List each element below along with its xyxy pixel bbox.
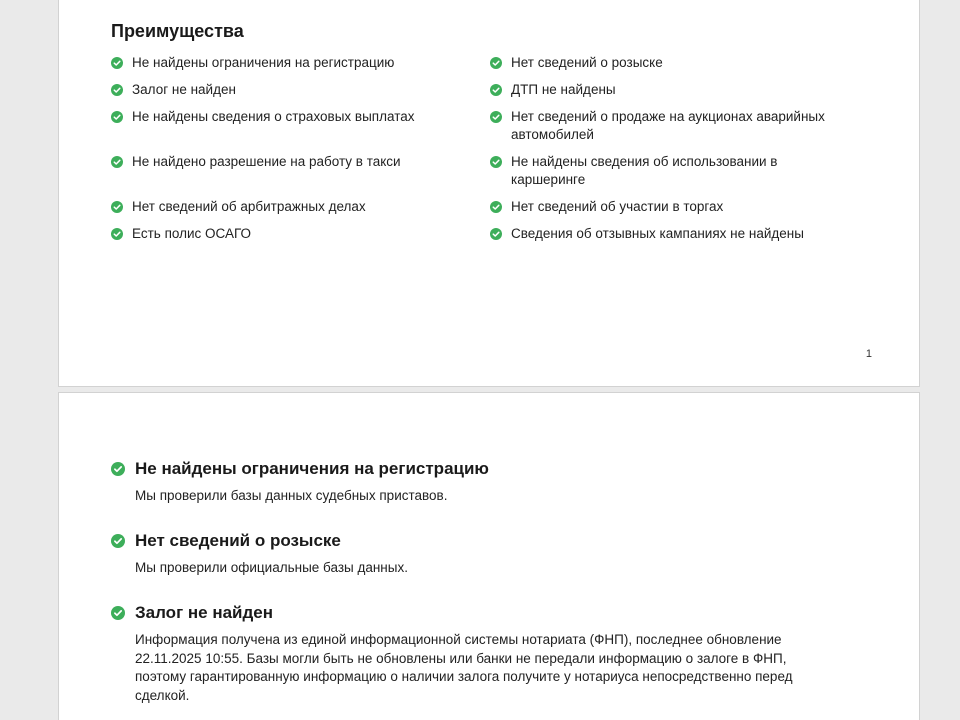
section-title: Залог не найден bbox=[135, 603, 274, 622]
report-page-1 bbox=[58, 0, 920, 387]
advantage-label: Не найдены сведения о страховых выплатах bbox=[132, 109, 415, 124]
detail-section-registration bbox=[111, 459, 831, 506]
advantage-item bbox=[111, 198, 490, 225]
advantage-item bbox=[490, 54, 850, 81]
check-circle-icon bbox=[111, 606, 125, 620]
advantage-label: Нет сведений об участии в торгах bbox=[511, 199, 724, 214]
advantage-item bbox=[111, 108, 490, 153]
section-description: Мы проверили базы данных судебных приставов. bbox=[135, 488, 448, 503]
section-title: Нет сведений о розыске bbox=[135, 531, 341, 550]
advantage-label: Нет сведений об арбитражных делах bbox=[132, 199, 366, 214]
advantage-label: Не найдены ограничения на регистрацию bbox=[132, 55, 395, 70]
advantage-item bbox=[490, 198, 850, 225]
advantage-item bbox=[490, 153, 850, 198]
check-circle-icon bbox=[111, 201, 123, 213]
advantage-label: Залог не найден bbox=[132, 82, 236, 97]
check-circle-icon bbox=[111, 84, 123, 96]
advantage-item bbox=[111, 54, 490, 81]
check-circle-icon bbox=[111, 111, 123, 123]
advantage-label: Есть полис ОСАГО bbox=[132, 226, 252, 241]
advantage-label: ДТП не найдены bbox=[511, 82, 616, 97]
section-header bbox=[111, 459, 831, 479]
check-circle-icon bbox=[111, 57, 123, 69]
check-circle-icon bbox=[111, 534, 125, 548]
section-header bbox=[111, 531, 831, 551]
advantages-title: Преимущества bbox=[111, 21, 244, 41]
advantage-item bbox=[111, 81, 490, 108]
check-circle-icon bbox=[111, 462, 125, 476]
section-description: Информация получена из единой информационной системы нотариата (ФНП), последнее обновление 22.11.2025 10:55. Базы могли быть не обновлены или банки не передали информацию о залоге в ФНП, поэтому гарантированную информацию о наличии залога получите у нотариуса непосредственно перед сделкой. bbox=[135, 632, 793, 703]
check-circle-icon bbox=[490, 156, 502, 168]
check-circle-icon bbox=[490, 228, 502, 240]
advantage-label: Не найдены сведения об использовании в каршеринге bbox=[511, 154, 778, 187]
advantage-item bbox=[490, 108, 850, 153]
advantage-item bbox=[490, 225, 850, 252]
advantages-list bbox=[111, 54, 891, 252]
advantage-item bbox=[490, 81, 850, 108]
advantage-item bbox=[111, 153, 490, 198]
report-page-2 bbox=[58, 392, 920, 720]
check-circle-icon bbox=[111, 228, 123, 240]
advantage-label: Нет сведений о продаже на аукционах аварийных автомобилей bbox=[511, 109, 825, 142]
check-circle-icon bbox=[490, 111, 502, 123]
check-circle-icon bbox=[490, 84, 502, 96]
detail-section-pledge bbox=[111, 603, 831, 705]
check-circle-icon bbox=[490, 201, 502, 213]
section-title: Не найдены ограничения на регистрацию bbox=[135, 459, 489, 478]
check-circle-icon bbox=[490, 57, 502, 69]
advantage-label: Сведения об отзывных кампаниях не найдены bbox=[511, 226, 804, 241]
advantage-item bbox=[111, 225, 490, 252]
page-number: 1 bbox=[865, 348, 872, 360]
advantage-label: Не найдено разрешение на работу в такси bbox=[132, 154, 401, 169]
check-circle-icon bbox=[111, 156, 123, 168]
detail-section-wanted bbox=[111, 531, 831, 578]
advantage-label: Нет сведений о розыске bbox=[511, 55, 663, 70]
section-description: Мы проверили официальные базы данных. bbox=[135, 560, 408, 575]
section-header bbox=[111, 603, 831, 623]
